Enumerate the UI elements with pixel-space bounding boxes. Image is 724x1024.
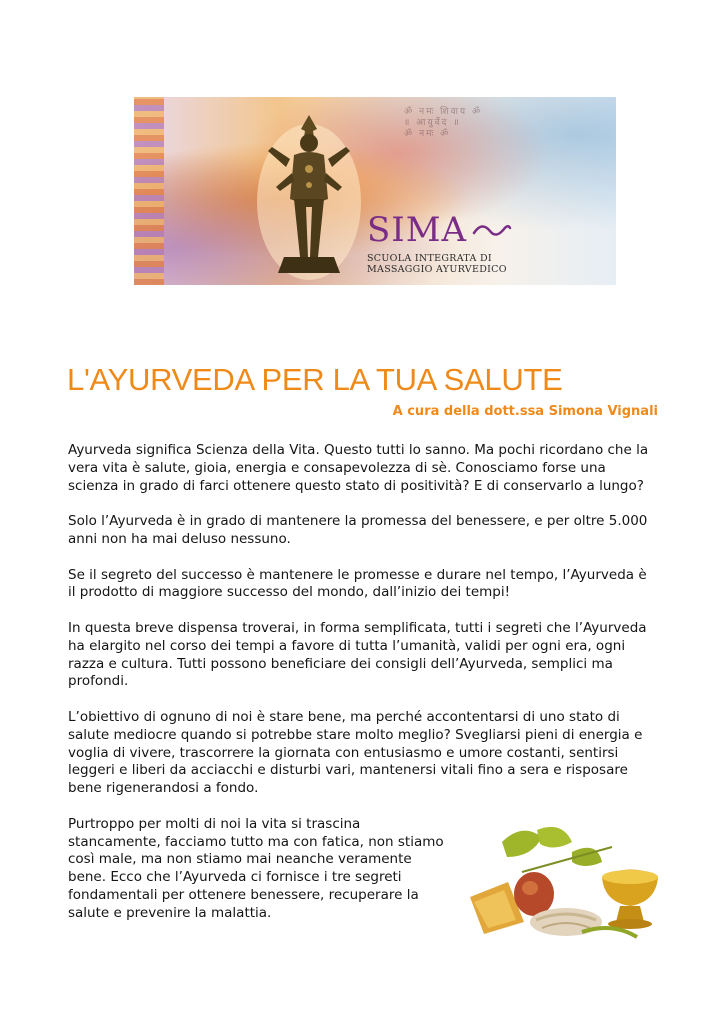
paragraph-1: Ayurveda significa Scienza della Vita. Questo tutti lo sanno. Ma pochi ricordano che la vera vita è salute, gioia, energia e consapevolezza di sè. Conosciamo forse una scienza in grado di farci ottenere questo stato di positività? E di conservarlo a lungo? xyxy=(68,442,649,494)
author-credit: A cura della dott.ssa Simona Vignali xyxy=(392,404,658,419)
paragraph-6: Purtroppo per molti di noi la vita si trascina stancamente, facciamo tutto ma con fatica, non stiamo così male, ma non stiamo mai neanche veramente bene. Ecco che l’Ayurveda ci fornisce i tre segreti fondamentali per ottenere benessere, recuperare la salute e prevenire la malattia. xyxy=(68,815,444,921)
school-name xyxy=(367,253,507,275)
banner-decorative-stripes xyxy=(134,97,164,285)
paragraph-3: Se il segreto del successo è mantenere le promesse e durare nel tempo, l’Ayurveda è il prodotto di maggiore successo del mondo, dall’inizio dei tempi! xyxy=(68,566,647,601)
logo-swirl-icon xyxy=(472,219,512,241)
paragraph-2: Solo l’Ayurveda è in grado di mantenere la promessa del benessere, e per oltre 5.000 anni non ha mai deluso nessuno. xyxy=(68,513,648,547)
school-name-line-2: MASSAGGIO AYURVEDICO xyxy=(367,264,507,275)
deity-statue-icon xyxy=(254,107,364,282)
banner-sanskrit-texture: ॐ नमः शिवाय ॐ ॥ आयुर्वेद ॥ ॐ नमः ॐ xyxy=(404,107,483,139)
header-banner xyxy=(134,97,616,285)
sima-logo: SIMA xyxy=(367,210,468,250)
ayurvedic-herbs-and-bowl-icon xyxy=(462,822,662,947)
school-name-line-1: SCUOLA INTEGRATA DI xyxy=(367,253,492,264)
document-title: L'AYURVEDA PER LA TUA SALUTE xyxy=(67,362,563,397)
paragraph-4: In questa breve dispensa troverai, in forma semplificata, tutti i segreti che l’Ayurveda ha elargito nel corso dei tempi a favore di tutta l’umanità, validi per ogni era, ogni razza e cultura. Tutti possono beneficiare dei consigli dell’Ayurveda, semplici ma profondi. xyxy=(68,619,647,690)
paragraph-5: L’obiettivo di ognuno di noi è stare bene, ma perché accontentarsi di uno stato di salute mediocre quando si potrebbe stare molto meglio? Svegliarsi pieni di energia e voglia di vivere, trascorrere la giornata con entusiasmo e umore costanti, sentirsi leggeri e liberi da acciacchi e disturbi vari, mantenersi vitali fino a sera e risposare bene rigenerandosi a fondo. xyxy=(68,708,643,797)
